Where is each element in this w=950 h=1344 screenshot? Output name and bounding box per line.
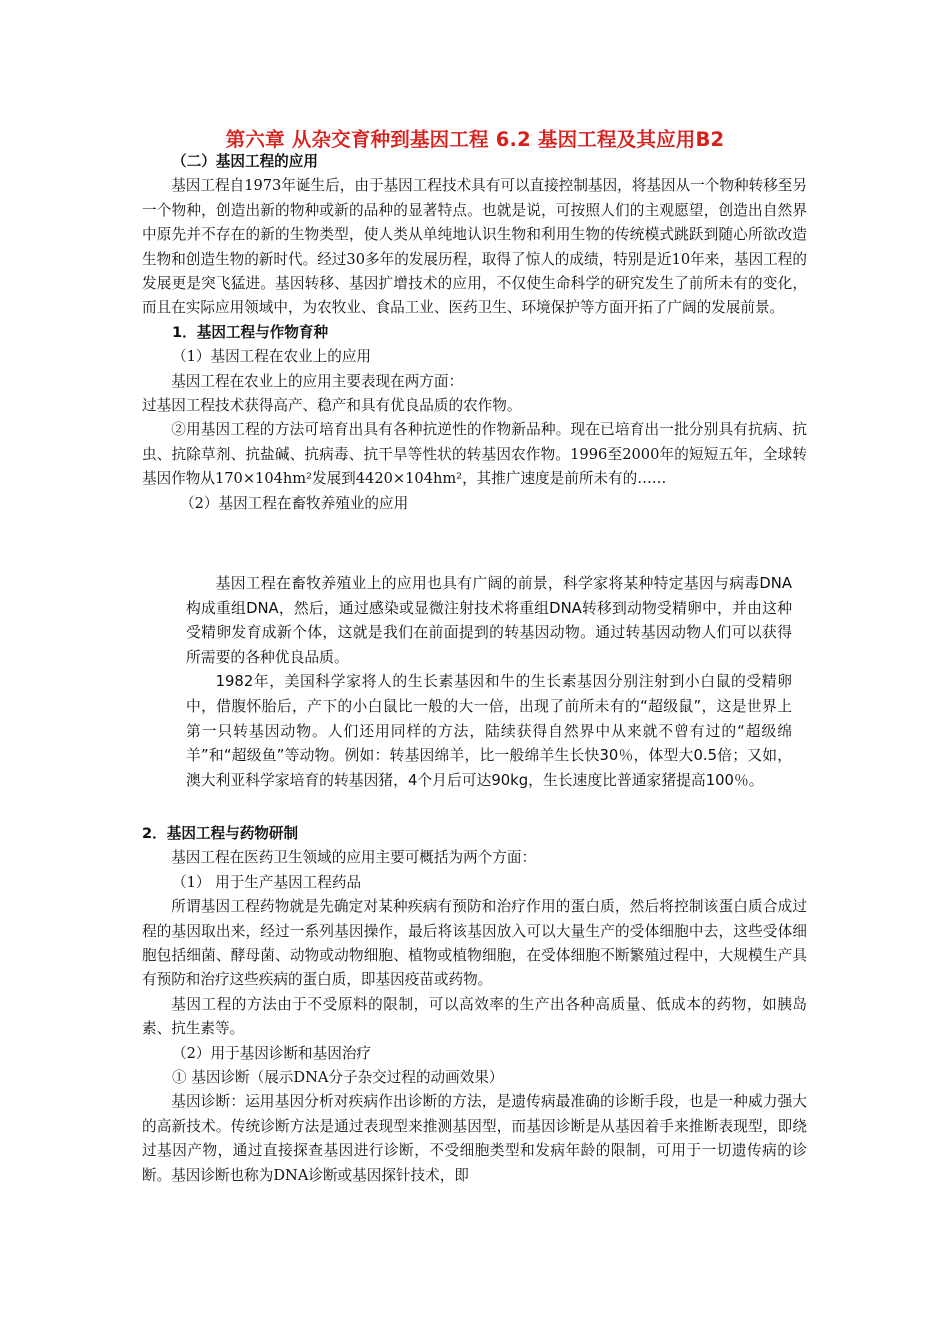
part2-subheading-drugs: （1） 用于生产基因工程药品 (172, 873, 362, 891)
scanned-excerpt-block (186, 572, 792, 793)
part2-paragraph-1: 基因工程在医药卫生领域的应用主要可概括为两个方面： (171, 849, 537, 867)
part2-paragraph-3: 基因工程的方法由于不受原料的限制，可以高效率的生产出各种高质量、低成本的药物，如胰岛素、抗生素等。 (142, 995, 807, 1038)
part1-paragraph-1: 基因工程在农业上的应用主要表现在两方面： (171, 372, 464, 390)
part1-paragraph-3: ②用基因工程的方法可培育出具有各种抗逆性的作物新品种。现在已培育出一批分别具有抗病、抗虫、抗除草剂、抗盐碱、抗病毒、抗干旱等性状的转基因农作物。1996至2000年的短短五年，全球转基因作物从170×104hm²发展到4420×104hm²，其推广速度是前所未有的…… (142, 421, 807, 488)
part2-heading: 2．基因工程与药物研制 (142, 825, 299, 842)
part1-subheading-agriculture: （1）基因工程在农业上的应用 (172, 348, 372, 366)
part1-paragraph-5: 1982年，美国科学家将人的生长素基因和牛的生长素基因分别注射到小白鼠的受精卵中，借腹怀胎后，产下的小白鼠比一般的大一倍，出现了前所未有的“超级鼠”，这是世界上第一只转基因动物。人们还用同样的方法，陆续获得自然界中从来就不曾有过的“超级绵羊”和“超级鱼”等动物。例如：转基因绵羊，比一般绵羊生长快30％，体型大0.5倍；又如，澳大利亚科学家培育的转基因猪，4个月后可达90kg，生长速度比普通家猪提高100％。 (186, 673, 792, 789)
part1-paragraph-4: 基因工程在畜牧养殖业上的应用也具有广阔的前景，科学家将某种特定基因与病毒DNA构成重组DNA，然后，通过感染或显微注射技术将重组DNA转移到动物受精卵中，并由这种受精卵发育成新个体，这就是我们在前面提到的转基因动物。通过转基因动物人们可以获得所需要的各种优良品质。 (186, 575, 792, 666)
part2-subheading-gene-diagnosis: ① 基因诊断（展示DNA分子杂交过程的动画效果） (172, 1069, 504, 1087)
part2-paragraph-4: 基因诊断：运用基因分析对疾病作出诊断的方法，是遗传病最准确的诊断手段，也是一种威力强大的高新技术。传统诊断方法是通过表现型来推测基因型，而基因诊断是从基因着手来推断表现型，即绕过基因产物，通过直接探查基因进行诊断，不受细胞类型和发病年龄的限制，可用于一切遗传病的诊断。基因诊断也称为DNA诊断或基因探针技术，即 (142, 1093, 807, 1184)
intro-paragraph: 基因工程自1973年诞生后，由于基因工程技术具有可以直接控制基因，将基因从一个物种转移至另一个物种，创造出新的物种或新的品种的显著特点。也就是说，可按照人们的主观愿望，创造出自然界中原先并不存在的新的生物类型，使人类从单纯地认识生物和利用生物的传统模式跳跃到随心所欲改造生物和创造生物的新时代。经过30多年的发展历程，取得了惊人的成绩，特别是近10年来，基因工程的发展更是突飞猛进。基因转移、基因扩增技术的应用，不仅使生命科学的研究发生了前所未有的变化，而且在实际应用领域中，为农牧业、食品工业、医药卫生、环境保护等方面开拓了广阔的发展前景。 (142, 177, 807, 317)
part1-subheading-livestock: （2）基因工程在畜牧养殖业的应用 (180, 494, 409, 512)
part1-heading: 1．基因工程与作物育种 (172, 323, 329, 341)
part1-paragraph-2: 过基因工程技术获得高产、稳产和具有优良品质的农作物。 (142, 397, 522, 415)
part2-block (142, 822, 807, 1188)
part2-subheading-diagnosis: （2）用于基因诊断和基因治疗 (172, 1044, 372, 1062)
part2-paragraph-2: 所谓基因工程药物就是先确定对某种疾病有预防和治疗作用的蛋白质，然后将控制该蛋白质合成过程的基因取出来，经过一系列基因操作，最后将该基因放入可以大量生产的受体细胞中去，这些受体细胞包括细菌、酵母菌、动物或动物细胞、植物或植物细胞，在受体细胞不断繁殖过程中，大规模生产具有预防和治疗这些疾病的蛋白质，即基因疫苗或药物。 (142, 898, 807, 989)
document-title: 第六章 从杂交育种到基因工程 6.2 基因工程及其应用B2 (225, 128, 725, 151)
section-heading: （二）基因工程的应用 (172, 153, 318, 170)
section-intro-block (142, 150, 807, 516)
